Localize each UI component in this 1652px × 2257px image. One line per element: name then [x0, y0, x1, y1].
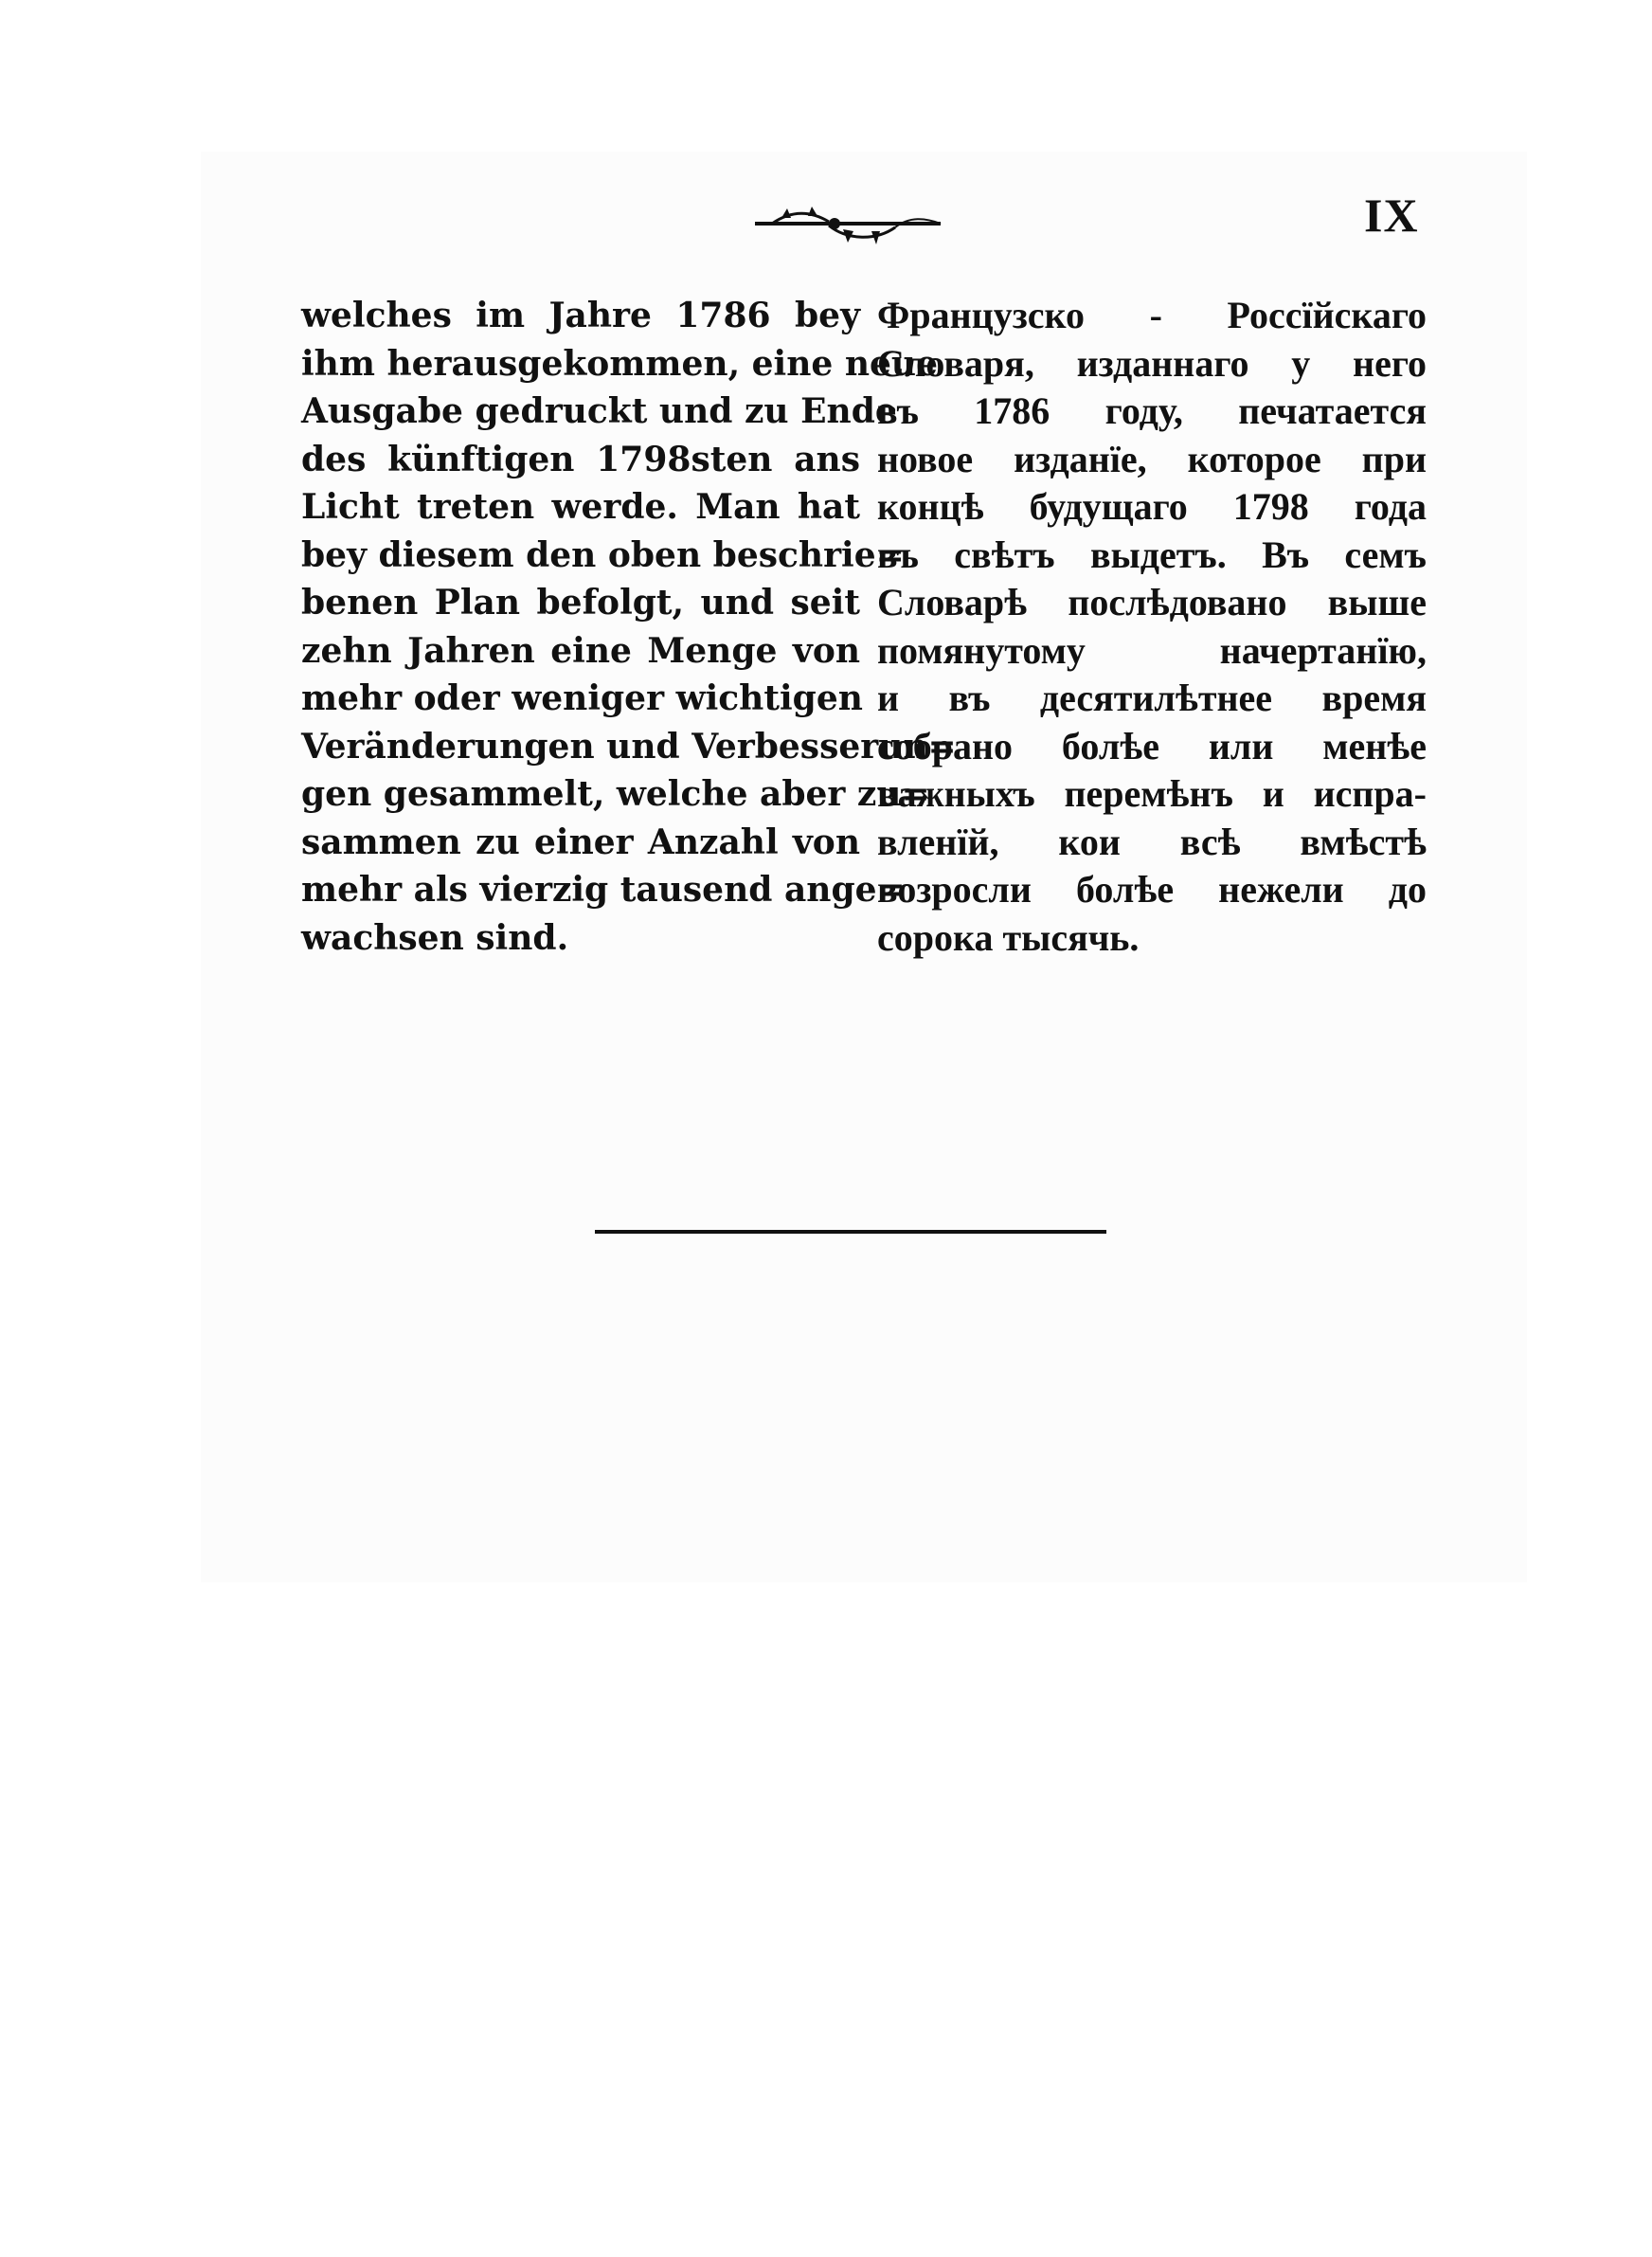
russian-text-line: Французско - Россїйскаго [877, 294, 1427, 336]
german-text-line: benen Plan befolgt, und seit [301, 583, 860, 623]
german-text-line: Ausgabe gedruckt und zu Ende [301, 391, 897, 431]
russian-text-line: и въ десятилѣтнее время [877, 677, 1427, 719]
russian-text-line: собрано болѣе или менѣе [877, 724, 1427, 767]
german-text-line: welches im Jahre 1786 bey [301, 296, 860, 335]
russian-text-line: возросли болѣе нежели до [877, 868, 1427, 911]
vine-ornament-icon [753, 201, 943, 248]
russian-text-column [877, 292, 1427, 962]
russian-text-line: помянутому начертанїю, [877, 628, 1427, 672]
german-text-line: sammen zu einer Anzahl von [301, 822, 860, 862]
russian-text-line: Словарѣ послѣдовано выше [877, 581, 1427, 623]
german-text-line: wachsen sind. [301, 917, 569, 958]
german-text-line: Veränderungen und Verbesserun= [301, 726, 957, 767]
russian-text-line: вленїй, кои всѣ вмѣстѣ [877, 820, 1427, 863]
german-text-line: bey diesem den oben beschrie= [301, 534, 905, 575]
russian-text-line: сорока тысячь. [877, 915, 1140, 959]
russian-text-line: въ 1786 году, печатается [877, 389, 1427, 432]
russian-text-line: Словаря, изданнаго у него [877, 341, 1427, 385]
german-text-line: des künftigen 1798sten ans [301, 439, 860, 479]
section-divider-rule [595, 1230, 1106, 1234]
german-text-line: mehr als vierzig tausend ange= [301, 870, 906, 910]
german-text-line: mehr oder weniger wichtigen [301, 678, 863, 718]
german-text-column [301, 292, 957, 962]
german-text-line: ihm herausgekommen, eine neue [301, 343, 938, 384]
german-text-line: gen gesammelt, welche aber zu= [301, 774, 930, 814]
german-text-line: Licht treten werde. Man hat [301, 487, 860, 527]
russian-text-line: важныхъ перемѣнъ и испра- [877, 772, 1427, 815]
russian-text-line: новое изданїе, которое при [877, 437, 1427, 480]
russian-text-line: въ свѣтъ выдетъ. Въ семъ [877, 533, 1427, 576]
russian-text-line: концѣ будущаго 1798 года [877, 485, 1427, 528]
page-number: IX [1364, 189, 1419, 242]
german-text-line: zehn Jahren eine Menge von [301, 630, 860, 671]
